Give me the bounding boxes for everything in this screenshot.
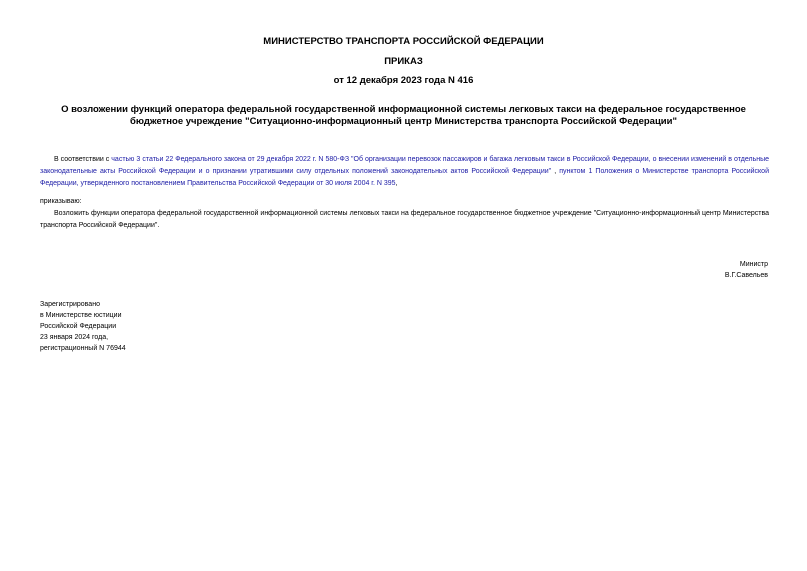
document-type: ПРИКАЗ [384,56,423,67]
preamble-separator: , [551,168,560,175]
document-title: О возложении функций оператора федеральной государственной информационной системы легковых такси на федеральное государственное бюджетное учреждение "Ситуационно-информационный центр Министерства транспорта Российской Федерации" [61,104,746,127]
regulation-reference-link[interactable]: пунктом 1 Положения о Министерстве транспорта Российской Федерации, утвержденного постановлением Правительства Российской Федерации от 30 июля 2004 г. N 395 [40,168,769,187]
registration-line: Зарегистрировано [40,301,100,308]
registration-line: Российской Федерации [40,323,117,330]
signatory-name: В.Г.Савельев [724,272,768,279]
preamble-end: , [395,180,398,187]
registration-line: 23 января 2024 года, [40,334,109,341]
preamble-intro: В соответствии с [54,156,112,163]
registration-line: регистрационный N 76944 [40,345,126,352]
ministry-heading: МИНИСТЕРСТВО ТРАНСПОРТА РОССИЙСКОЙ ФЕДЕРАЦИИ [263,36,544,47]
orders-word: приказываю: [40,198,82,205]
registration-line: в Министерстве юстиции [40,312,122,319]
document-date-number: от 12 декабря 2023 года N 416 [333,75,474,86]
signatory-title: Министр [739,261,768,268]
decision-paragraph: Возложить функции оператора федеральной государственной информационной системы легковых такси на федеральное государственное бюджетное учреждение "Ситуационно-информационный центр Министерства транспорта Российской Федерации". [40,210,769,229]
preamble-paragraph [40,154,769,190]
law-reference-link[interactable]: частью 3 статьи 22 Федерального закона от 29 декабря 2022 г. N 580-ФЗ "Об организации перевозок пассажиров и багажа легковым такси в Российской Федерации, о внесении изменений в отдельные законодательные акты Российской Федерации и о признании утратившими силу отдельных положений законодательных актов Российской Федерации" [40,156,770,175]
